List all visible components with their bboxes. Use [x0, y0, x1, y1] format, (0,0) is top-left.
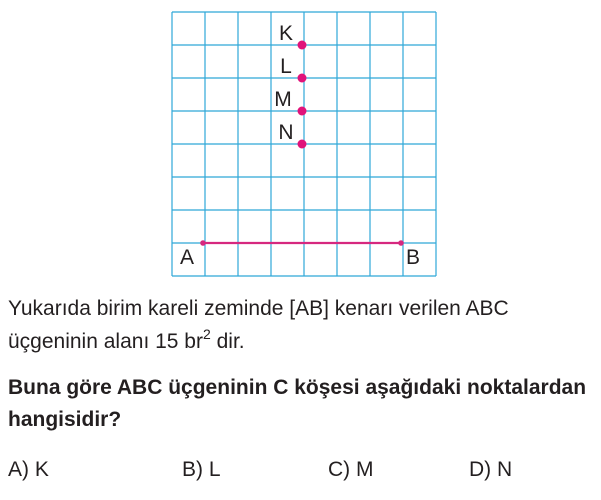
choice-c-value: M — [356, 458, 374, 481]
choice-c[interactable] — [328, 458, 374, 482]
answer-choices — [0, 458, 601, 488]
statement-superscript: 2 — [202, 326, 211, 342]
choice-d[interactable] — [469, 458, 512, 482]
choice-a-value: K — [34, 458, 49, 481]
point-m — [298, 107, 307, 116]
choice-b-value: L — [208, 458, 221, 481]
point-n — [298, 140, 307, 149]
choice-a-letter: A) — [8, 458, 29, 481]
choice-d-letter: D) — [469, 458, 492, 481]
point-l — [298, 74, 307, 83]
point-m-label: M — [274, 88, 292, 111]
point-k-label: K — [278, 22, 294, 45]
label-b: B — [406, 246, 421, 269]
choice-d-value: N — [497, 458, 513, 481]
choice-c-letter: C) — [328, 458, 351, 481]
statement-text: Yukarıda birim kareli zeminde [AB] kenarı verilen ABC üçgeninin alanı 15 br — [8, 297, 509, 353]
choice-a[interactable] — [8, 458, 49, 482]
problem-statement — [8, 292, 593, 358]
endpoint-a — [200, 240, 206, 246]
point-l-label: L — [280, 55, 292, 78]
question-text: Buna göre ABC üçgeninin C köşesi aşağıdaki noktalardan hangisidir? — [8, 376, 587, 431]
endpoint-b — [398, 240, 404, 246]
point-n-label: N — [278, 121, 294, 144]
choice-b[interactable] — [182, 458, 221, 482]
statement-ending: dir. — [210, 330, 245, 353]
choice-b-letter: B) — [182, 458, 203, 481]
point-k — [298, 41, 307, 50]
label-a: A — [180, 246, 195, 269]
